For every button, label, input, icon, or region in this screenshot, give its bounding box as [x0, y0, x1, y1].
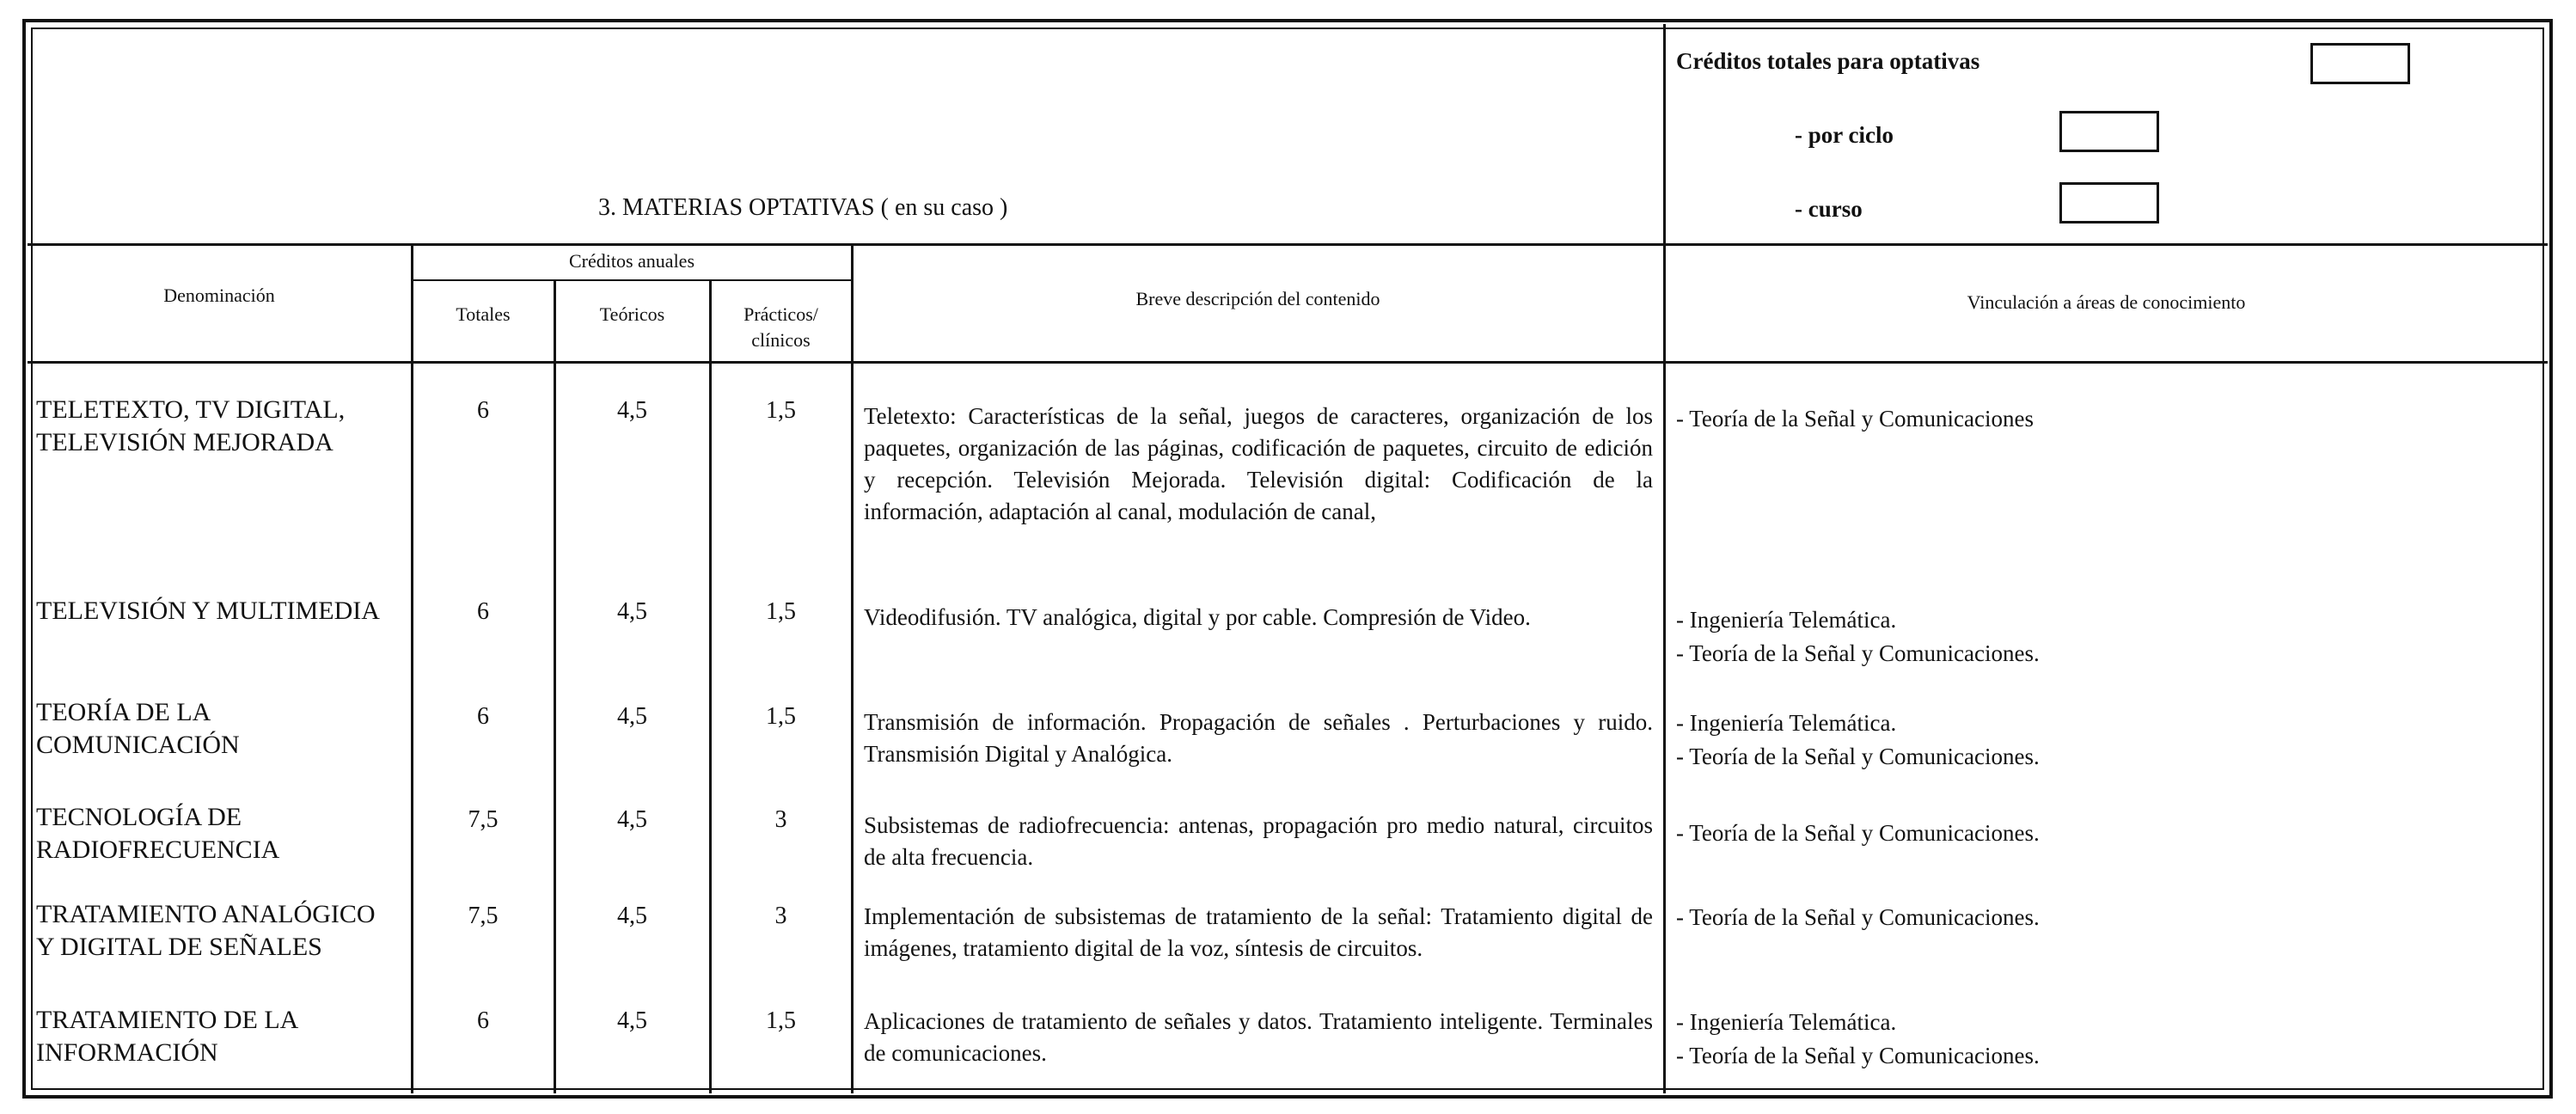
credits-total-label: Créditos totales para optativas — [1676, 48, 1980, 74]
row-1-name: TELETEXTO, TV DIGITAL, TELEVISIÓN MEJORADA — [36, 395, 346, 456]
row-5-description: Implementación de subsistemas de tratamiento de la señal: Tratamiento digital de imágenes, tratamiento digital de la voz, síntesis de circuitos. — [864, 903, 1653, 961]
per-cycle-label: - por ciclo — [1795, 122, 1894, 148]
row-6-totales: 6 — [477, 1007, 489, 1034]
col-divider-practicos — [851, 245, 854, 1093]
row-2-totales: 6 — [477, 598, 489, 625]
per-course-box[interactable] — [2059, 182, 2159, 223]
per-cycle-box[interactable] — [2059, 111, 2159, 152]
header-descripcion: Breve descripción del contenido — [1135, 288, 1380, 309]
row-2-description: Videodifusión. TV analógica, digital y por cable. Compresión de Video. — [864, 604, 1531, 630]
header-practicos-line1: Prácticos/ — [743, 303, 818, 325]
row-1-practicos: 1,5 — [766, 397, 796, 424]
row-6-teoricos: 4,5 — [617, 1007, 647, 1034]
row-6-description: Aplicaciones de tratamiento de señales y datos. Tratamiento inteligente. Terminales de comunicaciones. — [864, 1008, 1653, 1066]
row-4-practicos: 3 — [774, 806, 787, 833]
row-5-teoricos: 4,5 — [617, 903, 647, 929]
column-header-divider — [28, 361, 2548, 364]
row-2-teoricos: 4,5 — [617, 598, 647, 625]
row-3-teoricos: 4,5 — [617, 703, 647, 730]
header-totales-label: Totales — [456, 303, 511, 325]
per-course-label: - curso — [1795, 196, 1863, 222]
header-creditos-anuales: Créditos anuales — [568, 250, 695, 272]
row-4-description: Subsistemas de radiofrecuencia: antenas, propagación pro medio natural, circuitos de alta frecuencia. — [864, 812, 1653, 870]
row-3-description: Transmisión de información. Propagación de señales . Perturbaciones y ruido. Transmisión Digital y Analógica. — [864, 709, 1653, 767]
col-divider-descripcion — [1663, 24, 1666, 1093]
row-3-practicos: 1,5 — [766, 703, 796, 730]
row-5-areas: - Teoría de la Señal y Comunicaciones. — [1676, 904, 2040, 930]
row-1-totales: 6 — [477, 397, 489, 424]
row-6-areas: - Ingeniería Telemática. - Teoría de la Señal y Comunicaciones. — [1676, 1009, 2040, 1068]
row-2-areas: - Ingeniería Telemática. - Teoría de la Señal y Comunicaciones. — [1676, 607, 2040, 666]
row-1-teoricos: 4,5 — [617, 397, 647, 424]
header-teoricos: Teóricos — [599, 303, 665, 325]
row-6-practicos: 1,5 — [766, 1007, 796, 1034]
row-4-name: TECNOLOGÍA DE RADIOFRECUENCIA — [36, 803, 280, 864]
row-1-areas: - Teoría de la Señal y Comunicaciones — [1676, 406, 2034, 432]
row-3-areas: - Ingeniería Telemática. - Teoría de la Señal y Comunicaciones. — [1676, 710, 2040, 769]
row-5-practicos: 3 — [774, 903, 787, 929]
row-2-name: TELEVISIÓN Y MULTIMEDIA — [36, 597, 380, 625]
row-3-totales: 6 — [477, 703, 489, 730]
header-denominacion: Denominación — [163, 285, 275, 306]
row-3-name: TEORÍA DE LA COMUNICACIÓN — [36, 698, 240, 759]
section-title: 3. MATERIAS OPTATIVAS ( en su caso ) — [598, 194, 1008, 221]
row-4-totales: 7,5 — [468, 806, 499, 833]
header-divider — [28, 243, 2548, 246]
row-6-name: TRATAMIENTO DE LA INFORMACIÓN — [36, 1006, 299, 1067]
row-4-areas: - Teoría de la Señal y Comunicaciones. — [1676, 820, 2040, 846]
credits-total-box[interactable] — [2310, 43, 2410, 84]
header-vinculacion: Vinculación a áreas de conocimiento — [1967, 291, 2246, 313]
row-5-totales: 7,5 — [468, 903, 499, 929]
row-5-name: TRATAMIENTO ANALÓGICO Y DIGITAL DE SEÑALES — [36, 900, 376, 961]
row-2-practicos: 1,5 — [766, 598, 796, 625]
row-4-teoricos: 4,5 — [617, 806, 647, 833]
creditos-anuales-underline — [413, 279, 851, 281]
header-practicos-line2: clínicos — [751, 329, 811, 351]
col-divider-denominacion — [411, 245, 413, 1093]
row-1-description: Teletexto: Características de la señal, juegos de caracteres, organización de los paquetes, organización de las páginas, codificación de paquetes, circuito de edición y recepción. Televisión Mejorada. Televisión digital: Codificación de la información, adaptación al canal, modulación de canal, — [864, 403, 1653, 524]
